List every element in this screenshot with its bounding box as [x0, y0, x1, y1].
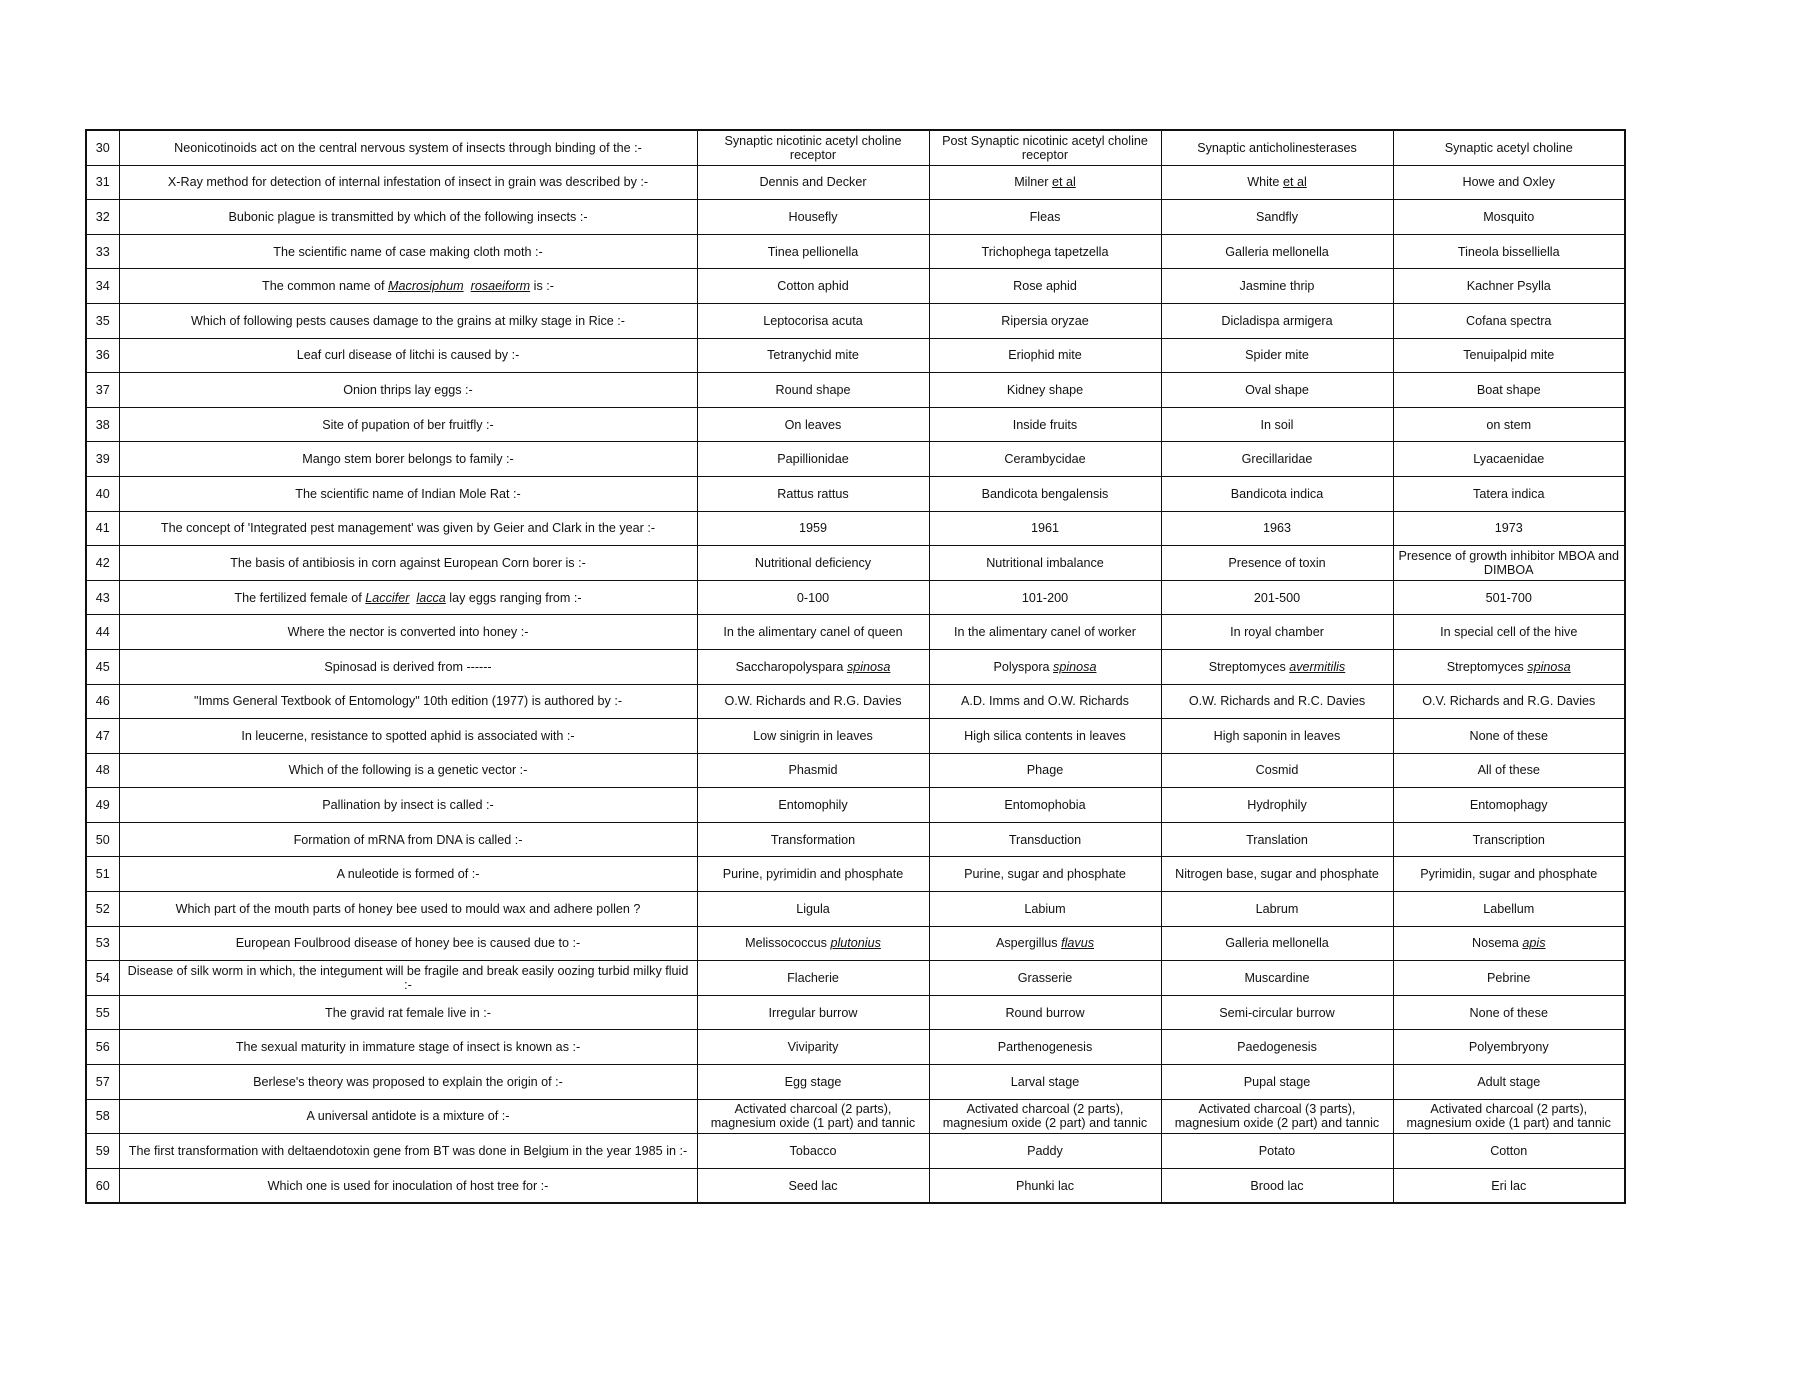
question-number: 46 — [86, 684, 119, 719]
option-d: Synaptic acetyl choline — [1393, 130, 1625, 165]
option-a: Low sinigrin in leaves — [697, 719, 929, 754]
option-a: Activated charcoal (2 parts), magnesium oxide (1 part) and tannic — [697, 1099, 929, 1134]
option-d: Kachner Psylla — [1393, 269, 1625, 304]
table-row — [86, 1030, 1625, 1065]
table-row — [86, 753, 1625, 788]
option-c: Potato — [1161, 1134, 1393, 1169]
species-genus: Laccifer — [365, 590, 410, 605]
species-epithet: lacca — [416, 590, 446, 605]
option-b — [929, 926, 1161, 961]
option-a: Tetranychid mite — [697, 338, 929, 373]
species-name — [416, 591, 445, 605]
option-a: Tobacco — [697, 1134, 929, 1169]
option-b: Phunki lac — [929, 1168, 1161, 1203]
option-a: Papillionidae — [697, 442, 929, 477]
question-number: 49 — [86, 788, 119, 823]
question-text: Leaf curl disease of litchi is caused by :- — [119, 338, 697, 373]
question-number: 42 — [86, 546, 119, 581]
option-c: Brood lac — [1161, 1168, 1393, 1203]
species-name — [1522, 936, 1545, 950]
option-d-text: Nosema — [1471, 936, 1523, 951]
table-row — [86, 303, 1625, 338]
option-c: Dicladispa armigera — [1161, 303, 1393, 338]
option-a: Leptocorisa acuta — [697, 303, 929, 338]
table-row — [86, 926, 1625, 961]
option-c: Spider mite — [1161, 338, 1393, 373]
table-row — [86, 130, 1625, 165]
option-b: 1961 — [929, 511, 1161, 546]
option-b: In the alimentary canel of worker — [929, 615, 1161, 650]
option-d: Eri lac — [1393, 1168, 1625, 1203]
option-a: Irregular burrow — [697, 995, 929, 1030]
question-number: 36 — [86, 338, 119, 373]
table-row — [86, 649, 1625, 684]
mcq-table — [85, 129, 1626, 1204]
option-d: 1973 — [1393, 511, 1625, 546]
option-b: Kidney shape — [929, 373, 1161, 408]
table-row — [86, 580, 1625, 615]
option-d: Boat shape — [1393, 373, 1625, 408]
option-c: 1963 — [1161, 511, 1393, 546]
species-genus: Macrosiphum — [388, 279, 464, 294]
table-row — [86, 857, 1625, 892]
option-a: Dennis and Decker — [697, 165, 929, 200]
question-text: Which of following pests causes damage to the grains at milky stage in Rice :- — [119, 303, 697, 338]
option-b: High silica contents in leaves — [929, 719, 1161, 754]
table-row — [86, 442, 1625, 477]
species-epithet: rosaeiform — [470, 279, 531, 294]
question-text: A universal antidote is a mixture of :- — [119, 1099, 697, 1134]
question-number: 40 — [86, 476, 119, 511]
option-d: Tineola bisselliella — [1393, 234, 1625, 269]
option-b: Entomophobia — [929, 788, 1161, 823]
option-b-text: Polyspora — [993, 659, 1054, 674]
question-number: 33 — [86, 234, 119, 269]
option-b: Labium — [929, 892, 1161, 927]
question-text: Which one is used for inoculation of host tree for :- — [119, 1168, 697, 1203]
option-c: Jasmine thrip — [1161, 269, 1393, 304]
option-a: Rattus rattus — [697, 476, 929, 511]
option-c-text: Streptomyces — [1208, 659, 1290, 674]
question-text: The scientific name of case making cloth moth :- — [119, 234, 697, 269]
question-text: The basis of antibiosis in corn against European Corn borer is :- — [119, 546, 697, 581]
option-a: Seed lac — [697, 1168, 929, 1203]
question-text: Mango stem borer belongs to family :- — [119, 442, 697, 477]
table-row — [86, 719, 1625, 754]
table-row — [86, 788, 1625, 823]
table-row — [86, 995, 1625, 1030]
option-b: Transduction — [929, 822, 1161, 857]
option-d: Transcription — [1393, 822, 1625, 857]
question-text-part: lay eggs ranging from :- — [445, 590, 582, 605]
species-name — [1061, 936, 1094, 950]
question-number: 53 — [86, 926, 119, 961]
option-d: All of these — [1393, 753, 1625, 788]
question-number: 35 — [86, 303, 119, 338]
option-c: Semi-circular burrow — [1161, 995, 1393, 1030]
question-number: 32 — [86, 200, 119, 235]
option-a: Viviparity — [697, 1030, 929, 1065]
question-number: 58 — [86, 1099, 119, 1134]
option-a: Tinea pellionella — [697, 234, 929, 269]
option-a: Flacherie — [697, 961, 929, 996]
question-number: 38 — [86, 407, 119, 442]
question-text-part: is :- — [530, 279, 554, 294]
option-b: Parthenogenesis — [929, 1030, 1161, 1065]
option-a: Nutritional deficiency — [697, 546, 929, 581]
question-text-part: The common name of — [262, 279, 389, 294]
option-c — [1161, 165, 1393, 200]
question-number: 55 — [86, 995, 119, 1030]
question-number: 43 — [86, 580, 119, 615]
question-text: The gravid rat female live in :- — [119, 995, 697, 1030]
option-a: Egg stage — [697, 1065, 929, 1100]
question-text: In leucerne, resistance to spotted aphid is associated with :- — [119, 719, 697, 754]
question-text: The scientific name of Indian Mole Rat :- — [119, 476, 697, 511]
table-row — [86, 892, 1625, 927]
option-b: Inside fruits — [929, 407, 1161, 442]
option-b: Purine, sugar and phosphate — [929, 857, 1161, 892]
question-number: 51 — [86, 857, 119, 892]
option-a: 0-100 — [697, 580, 929, 615]
table-row — [86, 1065, 1625, 1100]
option-a: Synaptic nicotinic acetyl choline receptor — [697, 130, 929, 165]
question-text: The first transformation with deltaendotoxin gene from BT was done in Belgium in the year 1985 in :- — [119, 1134, 697, 1169]
question-number: 30 — [86, 130, 119, 165]
option-a — [697, 649, 929, 684]
option-d-text: Streptomyces — [1446, 659, 1528, 674]
species-name — [830, 936, 880, 950]
question-number: 54 — [86, 961, 119, 996]
option-c: Paedogenesis — [1161, 1030, 1393, 1065]
question-text: The sexual maturity in immature stage of insect is known as :- — [119, 1030, 697, 1065]
species-epithet: spinosa — [1053, 659, 1097, 674]
option-a: 1959 — [697, 511, 929, 546]
option-b: Post Synaptic nicotinic acetyl choline receptor — [929, 130, 1161, 165]
option-b-text: Aspergillus — [995, 936, 1062, 951]
question-number: 52 — [86, 892, 119, 927]
option-d — [1393, 649, 1625, 684]
option-d: None of these — [1393, 719, 1625, 754]
option-c: Muscardine — [1161, 961, 1393, 996]
table-row — [86, 511, 1625, 546]
species-name — [1289, 660, 1345, 674]
question-text: Where the nector is converted into honey :- — [119, 615, 697, 650]
option-b: Rose aphid — [929, 269, 1161, 304]
option-a: Ligula — [697, 892, 929, 927]
table-row — [86, 1134, 1625, 1169]
option-c: Activated charcoal (3 parts), magnesium oxide (2 part) and tannic — [1161, 1099, 1393, 1134]
question-number: 60 — [86, 1168, 119, 1203]
species-epithet: apis — [1522, 936, 1546, 951]
option-d: O.V. Richards and R.G. Davies — [1393, 684, 1625, 719]
option-a-text: Melissococcus — [745, 936, 831, 951]
table-row — [86, 546, 1625, 581]
question-text: Bubonic plague is transmitted by which of the following insects :- — [119, 200, 697, 235]
option-a: Housefly — [697, 200, 929, 235]
option-b: Round burrow — [929, 995, 1161, 1030]
option-b: Grasserie — [929, 961, 1161, 996]
option-b — [929, 165, 1161, 200]
option-b: Activated charcoal (2 parts), magnesium oxide (2 part) and tannic — [929, 1099, 1161, 1134]
option-b: Larval stage — [929, 1065, 1161, 1100]
question-text — [119, 269, 697, 304]
table-row — [86, 373, 1625, 408]
option-b: Eriophid mite — [929, 338, 1161, 373]
option-b: Fleas — [929, 200, 1161, 235]
option-b — [929, 649, 1161, 684]
option-c: Cosmid — [1161, 753, 1393, 788]
option-d: Polyembryony — [1393, 1030, 1625, 1065]
option-d: 501-700 — [1393, 580, 1625, 615]
option-b: Cerambycidae — [929, 442, 1161, 477]
option-d: Tatera indica — [1393, 476, 1625, 511]
option-c: Grecillaridae — [1161, 442, 1393, 477]
option-c: Sandfly — [1161, 200, 1393, 235]
option-d: Entomophagy — [1393, 788, 1625, 823]
option-d: Adult stage — [1393, 1065, 1625, 1100]
et-al: et al — [1282, 175, 1307, 190]
question-text: A nuleotide is formed of :- — [119, 857, 697, 892]
question-text: The concept of 'Integrated pest management' was given by Geier and Clark in the year :- — [119, 511, 697, 546]
species-epithet: spinosa — [1527, 659, 1571, 674]
table-row — [86, 961, 1625, 996]
option-c: Labrum — [1161, 892, 1393, 927]
question-text: Which of the following is a genetic vector :- — [119, 753, 697, 788]
table-row — [86, 200, 1625, 235]
species-epithet: spinosa — [846, 659, 891, 674]
table-row — [86, 822, 1625, 857]
question-text: Neonicotinoids act on the central nervous system of insects through binding of the :- — [119, 130, 697, 165]
option-d: Pyrimidin, sugar and phosphate — [1393, 857, 1625, 892]
species-name — [1053, 660, 1096, 674]
option-b: Phage — [929, 753, 1161, 788]
option-a — [697, 926, 929, 961]
question-text: Onion thrips lay eggs :- — [119, 373, 697, 408]
species-name — [388, 279, 464, 293]
option-a: Transformation — [697, 822, 929, 857]
option-a: Round shape — [697, 373, 929, 408]
table-row — [86, 1168, 1625, 1203]
question-text: Spinosad is derived from ------ — [119, 649, 697, 684]
option-a: O.W. Richards and R.G. Davies — [697, 684, 929, 719]
option-b: Ripersia oryzae — [929, 303, 1161, 338]
question-text: Berlese's theory was proposed to explain the origin of :- — [119, 1065, 697, 1100]
option-a: Cotton aphid — [697, 269, 929, 304]
table-row — [86, 269, 1625, 304]
question-number: 34 — [86, 269, 119, 304]
option-d: Activated charcoal (2 parts), magnesium oxide (1 part) and tannic — [1393, 1099, 1625, 1134]
question-number: 47 — [86, 719, 119, 754]
option-d: Cofana spectra — [1393, 303, 1625, 338]
question-text: European Foulbrood disease of honey bee is caused due to :- — [119, 926, 697, 961]
question-text-part: The fertilized female of — [234, 590, 366, 605]
question-number: 31 — [86, 165, 119, 200]
option-d — [1393, 926, 1625, 961]
question-number: 59 — [86, 1134, 119, 1169]
option-b-text: Milner — [1014, 175, 1052, 190]
option-c: High saponin in leaves — [1161, 719, 1393, 754]
option-c: Galleria mellonella — [1161, 926, 1393, 961]
option-b: Nutritional imbalance — [929, 546, 1161, 581]
table-row — [86, 338, 1625, 373]
option-c: Hydrophily — [1161, 788, 1393, 823]
question-number: 48 — [86, 753, 119, 788]
species-epithet: avermitilis — [1289, 659, 1346, 674]
species-epithet: plutonius — [830, 936, 881, 951]
option-a: On leaves — [697, 407, 929, 442]
species-name — [365, 591, 409, 605]
option-c: Presence of toxin — [1161, 546, 1393, 581]
option-a: Purine, pyrimidin and phosphate — [697, 857, 929, 892]
question-text: "Imms General Textbook of Entomology" 10th edition (1977) is authored by :- — [119, 684, 697, 719]
option-d: Mosquito — [1393, 200, 1625, 235]
table-row — [86, 615, 1625, 650]
option-d: Cotton — [1393, 1134, 1625, 1169]
question-number: 45 — [86, 649, 119, 684]
question-text: Formation of mRNA from DNA is called :- — [119, 822, 697, 857]
option-c: In soil — [1161, 407, 1393, 442]
question-text: Disease of silk worm in which, the integument will be fragile and break easily oozing turbid milky fluid :- — [119, 961, 697, 996]
option-d: Howe and Oxley — [1393, 165, 1625, 200]
question-number: 37 — [86, 373, 119, 408]
option-b: Bandicota bengalensis — [929, 476, 1161, 511]
question-number: 44 — [86, 615, 119, 650]
option-d: Labellum — [1393, 892, 1625, 927]
option-d: None of these — [1393, 995, 1625, 1030]
species-name — [1527, 660, 1570, 674]
option-c: 201-500 — [1161, 580, 1393, 615]
option-d: Presence of growth inhibitor MBOA and DIMBOA — [1393, 546, 1625, 581]
question-number: 50 — [86, 822, 119, 857]
table-row — [86, 1099, 1625, 1134]
table-row — [86, 234, 1625, 269]
option-c: Nitrogen base, sugar and phosphate — [1161, 857, 1393, 892]
option-c — [1161, 649, 1393, 684]
question-text: Which part of the mouth parts of honey bee used to mould wax and adhere pollen ? — [119, 892, 697, 927]
option-c: O.W. Richards and R.C. Davies — [1161, 684, 1393, 719]
question-number: 56 — [86, 1030, 119, 1065]
table-row — [86, 684, 1625, 719]
option-d: Tenuipalpid mite — [1393, 338, 1625, 373]
et-al: et al — [1051, 175, 1076, 190]
species-name — [847, 660, 890, 674]
option-d: In special cell of the hive — [1393, 615, 1625, 650]
option-c-text: White — [1247, 175, 1283, 190]
table-row — [86, 165, 1625, 200]
option-a: In the alimentary canel of queen — [697, 615, 929, 650]
species-name — [471, 279, 531, 293]
option-d: Lyacaenidae — [1393, 442, 1625, 477]
question-text: Site of pupation of ber fruitfly :- — [119, 407, 697, 442]
option-b: Paddy — [929, 1134, 1161, 1169]
option-c: In royal chamber — [1161, 615, 1393, 650]
option-a-text: Saccharopolyspara — [735, 659, 847, 674]
option-b: A.D. Imms and O.W. Richards — [929, 684, 1161, 719]
option-a: Phasmid — [697, 753, 929, 788]
question-text: X-Ray method for detection of internal infestation of insect in grain was described by :- — [119, 165, 697, 200]
species-epithet: flavus — [1061, 936, 1094, 951]
question-number: 57 — [86, 1065, 119, 1100]
question-number: 39 — [86, 442, 119, 477]
option-d: Pebrine — [1393, 961, 1625, 996]
question-text: Pallination by insect is called :- — [119, 788, 697, 823]
question-number: 41 — [86, 511, 119, 546]
table-row — [86, 476, 1625, 511]
option-d: on stem — [1393, 407, 1625, 442]
option-c: Bandicota indica — [1161, 476, 1393, 511]
option-a: Entomophily — [697, 788, 929, 823]
option-b: Trichophega tapetzella — [929, 234, 1161, 269]
option-c: Oval shape — [1161, 373, 1393, 408]
question-text — [119, 580, 697, 615]
question-sheet — [85, 129, 1624, 1204]
table-row — [86, 407, 1625, 442]
option-c: Pupal stage — [1161, 1065, 1393, 1100]
option-b: 101-200 — [929, 580, 1161, 615]
option-c: Synaptic anticholinesterases — [1161, 130, 1393, 165]
mcq-table-body — [86, 130, 1625, 1203]
option-c: Galleria mellonella — [1161, 234, 1393, 269]
option-c: Translation — [1161, 822, 1393, 857]
